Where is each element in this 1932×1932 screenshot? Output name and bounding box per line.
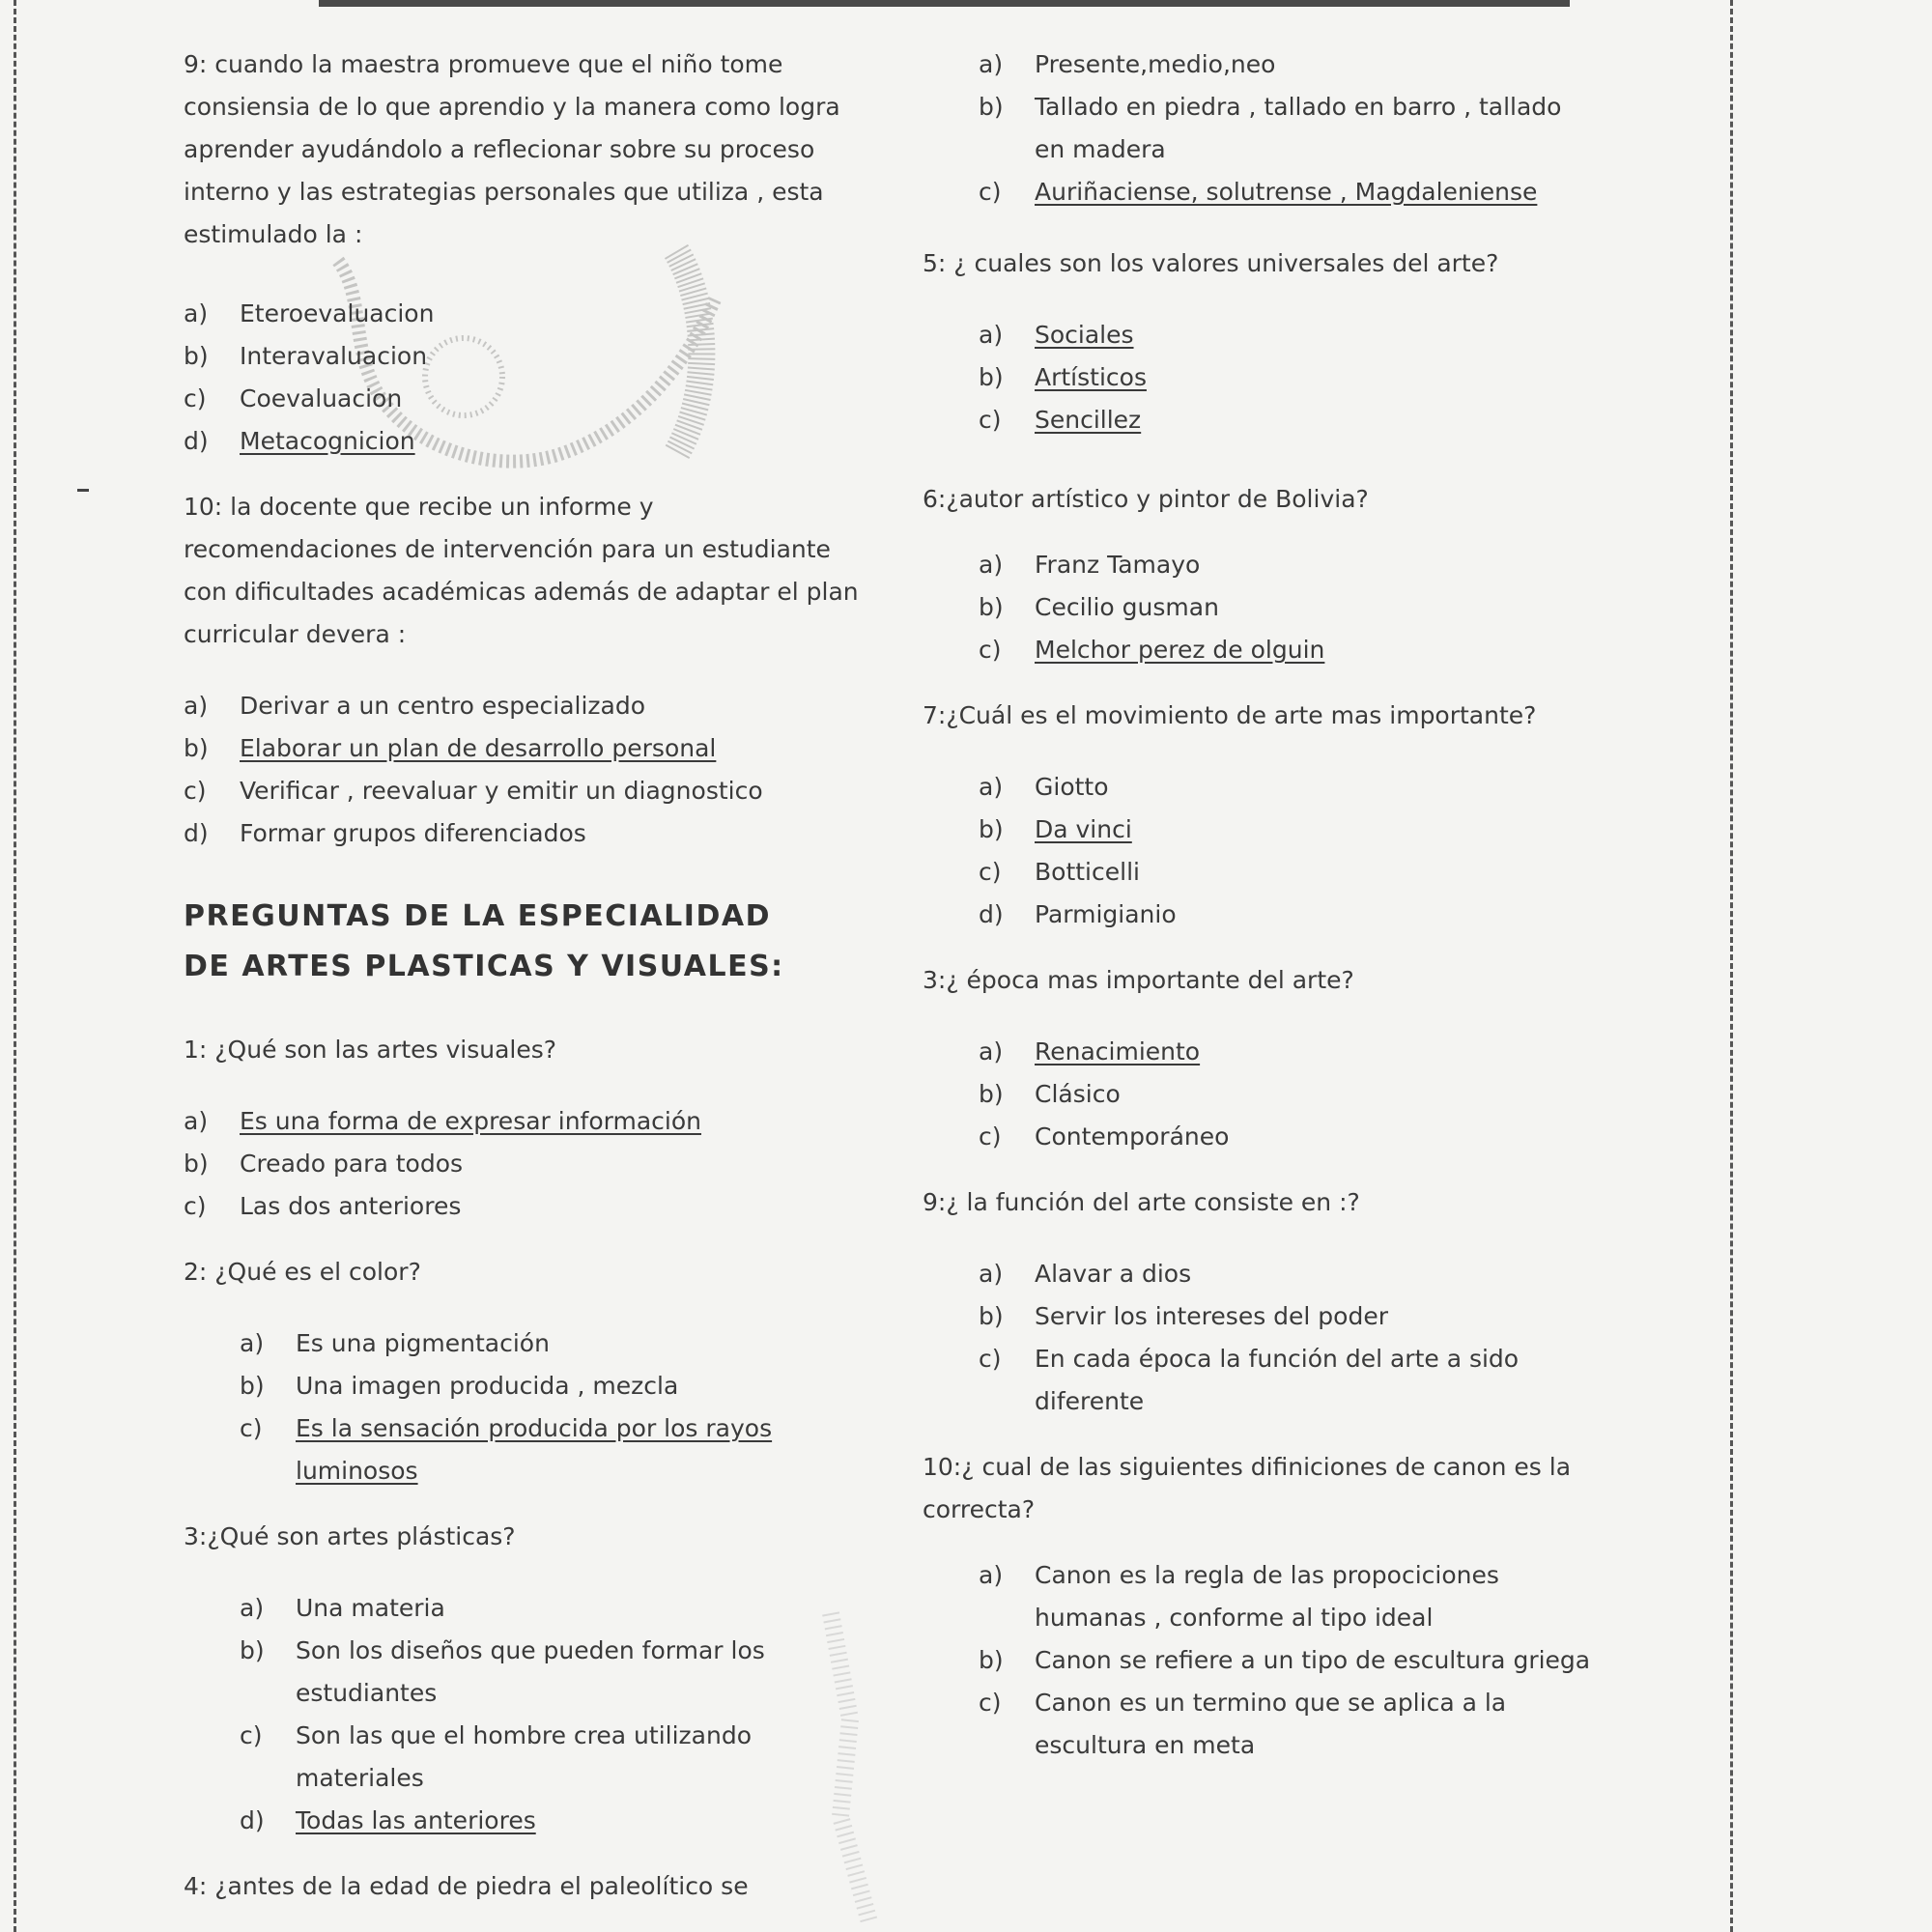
left-column	[184, 43, 860, 1908]
option-label: c)	[184, 777, 207, 805]
option-label: d)	[184, 427, 209, 455]
option-label: b)	[979, 1646, 1004, 1674]
section-heading-line-1: PREGUNTAS DE LA ESPECIALIDAD	[184, 899, 771, 933]
option-label: a)	[979, 1037, 1004, 1065]
option-text: Coevaluacion	[240, 384, 403, 412]
section-heading-line-2: DE ARTES PLASTICAS Y VISUALES:	[184, 950, 784, 983]
answer-option	[979, 766, 1599, 809]
option-text: Clásico	[1035, 1080, 1121, 1108]
option-text: Servir los intereses del poder	[1035, 1302, 1389, 1330]
option-label: b)	[979, 1302, 1004, 1330]
option-text: Es la sensación producida por los rayos luminosos	[296, 1414, 773, 1485]
answer-option	[240, 1630, 860, 1715]
answer-options	[184, 1322, 860, 1492]
option-text: Canon es la regla de las propociciones humanas , conforme al tipo ideal	[1035, 1561, 1499, 1632]
option-label: c)	[979, 1122, 1002, 1151]
answer-option	[979, 1338, 1599, 1423]
answer-option	[979, 1295, 1599, 1338]
option-text: Las dos anteriores	[240, 1192, 462, 1220]
answer-option	[184, 770, 860, 812]
option-text: Parmigianio	[1035, 900, 1177, 928]
option-label: a)	[979, 773, 1004, 801]
option-text: Es una forma de expresar información	[240, 1107, 701, 1135]
answer-option-selected	[979, 171, 1599, 213]
option-text: Auriñaciense, solutrense , Magdaleniense	[1035, 178, 1538, 206]
answer-option-selected	[184, 727, 860, 770]
answer-options	[184, 1587, 860, 1842]
option-label: c)	[979, 858, 1002, 886]
option-label: a)	[240, 1594, 265, 1622]
option-label: c)	[979, 178, 1002, 206]
option-text: Una imagen producida , mezcla	[296, 1372, 679, 1400]
answer-options	[923, 1554, 1599, 1767]
option-label: a)	[979, 1260, 1004, 1288]
answer-option	[979, 1639, 1599, 1682]
option-text: Canon es un termino que se aplica a la escultura en meta	[1035, 1689, 1507, 1759]
option-label: c)	[240, 1721, 263, 1749]
answer-option	[184, 378, 860, 420]
option-text: Alavar a dios	[1035, 1260, 1192, 1288]
option-text: Cecilio gusman	[1035, 593, 1219, 621]
option-text: Interavaluacion	[240, 342, 428, 370]
question-text: 5: ¿ cuales son los valores universales del arte?	[923, 249, 1499, 277]
option-label: b)	[184, 1150, 209, 1178]
option-label: d)	[184, 819, 209, 847]
option-label: b)	[240, 1636, 265, 1664]
right-column	[923, 43, 1599, 1767]
question-text: 3:¿ época mas importante del arte?	[923, 966, 1354, 994]
option-text: Artísticos	[1035, 363, 1147, 391]
answer-option	[184, 1185, 860, 1228]
option-label: b)	[979, 593, 1004, 621]
option-label: b)	[184, 342, 209, 370]
answer-options	[923, 1253, 1599, 1423]
option-text: Son los diseños que pueden formar los estudiantes	[296, 1636, 765, 1707]
stray-mark	[77, 489, 89, 492]
question-text: 9: cuando la maestra promueve que el niño tome consiensia de lo que aprendio y la manera como logra aprender ayudándolo a reflecionar sobre su proceso interno y las estrategias personales que utiliza , esta estimulado la :	[184, 50, 840, 248]
answer-options	[923, 766, 1599, 936]
answer-option-selected	[184, 420, 860, 463]
option-label: a)	[184, 299, 209, 327]
answer-option	[979, 851, 1599, 894]
option-text: Franz Tamayo	[1035, 551, 1201, 579]
question-text: 7:¿Cuál es el movimiento de arte mas importante?	[923, 701, 1537, 729]
question-text: 1: ¿Qué son las artes visuales?	[184, 1036, 557, 1064]
option-label: b)	[979, 93, 1004, 121]
answer-option	[184, 335, 860, 378]
option-label: a)	[979, 50, 1004, 78]
answer-options	[184, 1100, 860, 1228]
option-label: a)	[184, 1107, 209, 1135]
question-text: 10: la docente que recibe un informe y recomendaciones de intervención para un estudiante con dificultades académicas además de adaptar el plan curricular devera :	[184, 493, 859, 648]
option-text: Renacimiento	[1035, 1037, 1201, 1065]
option-label: c)	[184, 384, 207, 412]
answer-option	[184, 685, 860, 727]
answer-option	[979, 43, 1599, 86]
option-text: Todas las anteriores	[296, 1806, 536, 1834]
option-text: Derivar a un centro especializado	[240, 692, 646, 720]
answer-option	[240, 1365, 860, 1407]
answer-options	[923, 1031, 1599, 1158]
answer-option-selected	[184, 1100, 860, 1143]
option-label: b)	[979, 815, 1004, 843]
right-cut-line	[1730, 0, 1733, 1932]
option-label: c)	[979, 406, 1002, 434]
option-text: En cada época la función del arte a sido diferente	[1035, 1345, 1520, 1415]
option-text: Verificar , reevaluar y emitir un diagnostico	[240, 777, 763, 805]
option-label: d)	[240, 1806, 265, 1834]
option-text: Sencillez	[1035, 406, 1142, 434]
answer-option-selected	[979, 629, 1599, 671]
answer-options	[923, 43, 1599, 213]
option-label: a)	[240, 1329, 265, 1357]
answer-option	[979, 1253, 1599, 1295]
answer-option-selected	[240, 1800, 860, 1842]
answer-option-selected	[979, 809, 1599, 851]
answer-option	[979, 1116, 1599, 1158]
option-text: Es una pigmentación	[296, 1329, 550, 1357]
question-text: 2: ¿Qué es el color?	[184, 1258, 421, 1286]
option-label: c)	[184, 1192, 207, 1220]
answer-options	[923, 544, 1599, 671]
option-label: a)	[184, 692, 209, 720]
answer-option	[184, 293, 860, 335]
top-border-bar	[319, 0, 1570, 7]
left-cut-line	[14, 0, 16, 1932]
question-text: 6:¿autor artístico y pintor de Bolivia?	[923, 485, 1369, 513]
answer-option	[979, 1554, 1599, 1639]
option-text: Formar grupos diferenciados	[240, 819, 586, 847]
option-text: Una materia	[296, 1594, 445, 1622]
section-heading	[184, 892, 860, 992]
option-text: Giotto	[1035, 773, 1109, 801]
answer-options	[923, 314, 1599, 441]
option-text: Creado para todos	[240, 1150, 464, 1178]
option-label: d)	[979, 900, 1004, 928]
answer-option	[979, 86, 1599, 171]
option-label: a)	[979, 321, 1004, 349]
answer-options	[184, 685, 860, 855]
answer-option	[240, 1587, 860, 1630]
option-text: Presente,medio,neo	[1035, 50, 1276, 78]
answer-option	[240, 1715, 860, 1800]
option-text: Melchor perez de olguin	[1035, 636, 1325, 664]
answer-option-selected	[979, 399, 1599, 441]
answer-option	[979, 1073, 1599, 1116]
answer-option	[979, 1682, 1599, 1767]
option-text: Da vinci	[1035, 815, 1132, 843]
answer-option-selected	[979, 314, 1599, 356]
question-text: 9:¿ la función del arte consiste en :?	[923, 1188, 1360, 1216]
option-label: c)	[240, 1414, 263, 1442]
option-text: Contemporáneo	[1035, 1122, 1230, 1151]
option-label: a)	[979, 551, 1004, 579]
option-text: Son las que el hombre crea utilizando materiales	[296, 1721, 752, 1792]
question-text: 10:¿ cual de las siguientes difiniciones de canon es la correcta?	[923, 1453, 1572, 1523]
answer-option	[979, 544, 1599, 586]
answer-option-selected	[240, 1407, 860, 1492]
option-label: b)	[979, 363, 1004, 391]
question-text: 4: ¿antes de la edad de piedra el paleolítico se	[184, 1872, 749, 1900]
answer-option-selected	[979, 1031, 1599, 1073]
option-label: b)	[240, 1372, 265, 1400]
answer-option	[240, 1322, 860, 1365]
option-text: Tallado en piedra , tallado en barro , tallado en madera	[1035, 93, 1562, 163]
answer-options	[184, 293, 860, 463]
option-label: b)	[979, 1080, 1004, 1108]
option-text: Eteroevaluacion	[240, 299, 435, 327]
answer-option	[184, 812, 860, 855]
option-text: Botticelli	[1035, 858, 1140, 886]
option-text: Sociales	[1035, 321, 1134, 349]
question-text: 3:¿Qué son artes plásticas?	[184, 1522, 516, 1550]
option-label: c)	[979, 1689, 1002, 1717]
option-text: Metacognicion	[240, 427, 415, 455]
answer-option	[979, 894, 1599, 936]
option-label: c)	[979, 1345, 1002, 1373]
option-label: a)	[979, 1561, 1004, 1589]
answer-option-selected	[979, 356, 1599, 399]
option-label: c)	[979, 636, 1002, 664]
option-text: Elaborar un plan de desarrollo personal	[240, 734, 717, 762]
option-label: b)	[184, 734, 209, 762]
answer-option	[184, 1143, 860, 1185]
option-text: Canon se refiere a un tipo de escultura griega	[1035, 1646, 1591, 1674]
answer-option	[979, 586, 1599, 629]
